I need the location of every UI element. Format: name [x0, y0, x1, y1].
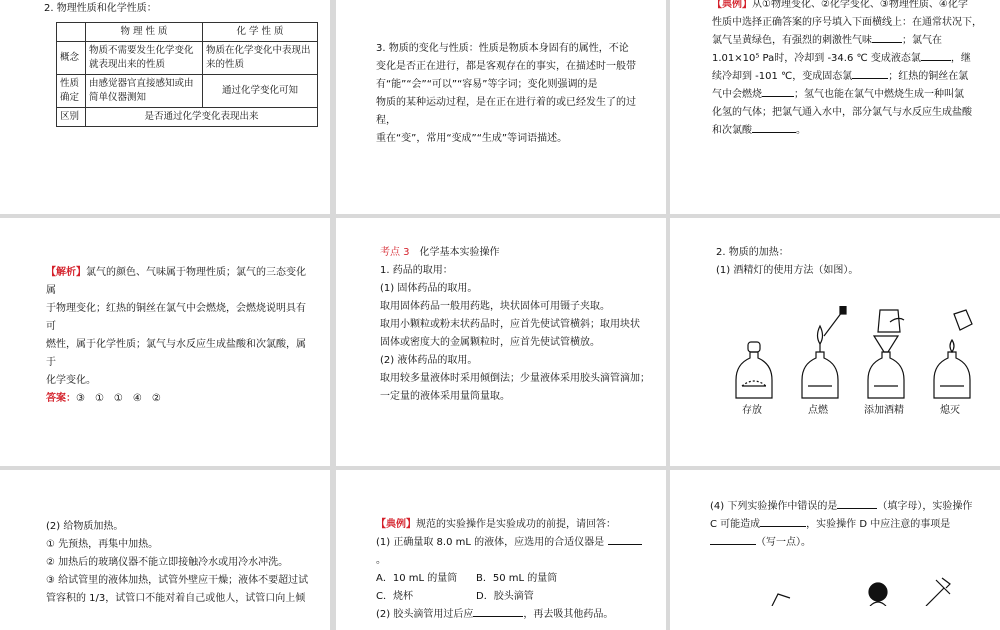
table-row: [57, 108, 318, 127]
question-line: (1) 正确量取 8.0 mL 的液体，应选用的合适仪器是。: [376, 534, 652, 570]
alcohol-lamp-figure: [728, 306, 998, 416]
text-line: 取用较多量液体时采用倾倒法；少量液体采用胶头滴管滴加；: [380, 373, 650, 384]
cell-physical: 物质不需要发生化学变化就表现出来的性质: [86, 42, 203, 75]
cell-physical: 由感觉器官直接感知或由简单仪器测知: [86, 75, 203, 108]
analysis-line: 于物理变化；红热的铜丝在氯气中会燃烧，会燃烧说明具有可: [46, 303, 306, 332]
slide-alcohol-lamp: [670, 218, 1000, 466]
slide7-text: [46, 518, 316, 608]
answer-blank[interactable]: [837, 498, 877, 509]
slide3-text: [712, 0, 986, 140]
row-label: 区别: [57, 108, 86, 127]
answer-blank[interactable]: [852, 68, 888, 79]
example-tag: 【典例】: [712, 0, 752, 10]
example-line: 气中会燃烧 ；氢气也能在氯气中燃烧生成一种叫氯: [712, 86, 986, 104]
heating-title: 2. 物质的加热：: [716, 247, 789, 258]
text-line: 重在“变”，常用“变成”“生成”等词语描述。: [376, 133, 568, 144]
text-line: 3. 物质的变化与性质：性质是物质本身固有的属性，不论: [376, 43, 629, 54]
point-tag: 考点 3: [380, 247, 410, 258]
answer-blank[interactable]: [608, 534, 642, 545]
lamp-stored-icon: [736, 342, 772, 398]
properties-table: [56, 22, 318, 127]
answer-blank[interactable]: [762, 86, 794, 97]
slide-analysis: [0, 218, 330, 466]
lamp-lighting-icon: [802, 306, 846, 398]
answer-blank[interactable]: [921, 50, 951, 61]
cell-chemical: 通过化学变化可知: [203, 75, 318, 108]
slide-example-chlorine: [670, 0, 1000, 214]
example-line: 化氢的气体；把氯气通入水中，部分氯气与水反应生成盐酸: [712, 107, 972, 118]
caption-refill: 添加酒精: [864, 405, 904, 416]
text-line: 变化是否正在进行，都是客观存在的事实，在描述时一般带: [376, 61, 636, 72]
table-header-empty: [57, 23, 86, 42]
slide-properties-table: [0, 0, 330, 214]
slide8-text: [376, 516, 652, 624]
tube-icon: [772, 594, 790, 606]
text-line: 物质的某种运动过程，是在正在进行着的或已经发生了的过程，: [376, 97, 636, 126]
table-row: [57, 75, 318, 108]
answer-blank[interactable]: [710, 534, 756, 545]
text-line: 有“能”“会”“可以”“容易”等字词；变化则强调的是: [376, 79, 598, 90]
row-label: 性质确定: [57, 75, 86, 108]
text-line: 取用小颗粒或粉末状药品时，应首先使试管横斜；取用块状: [380, 319, 640, 330]
answer-blank[interactable]: [760, 516, 806, 527]
caption-extinguish: 熄灭: [940, 405, 960, 416]
slide2-text: [376, 40, 646, 148]
example-line: 1.01×10⁵ Pa时，冷却到 -34.6 ℃ 变成液态氯 ，继: [712, 50, 986, 68]
option-d: D．胶头滴管: [476, 591, 534, 602]
question-line: 【典例】规范的实验操作是实验成功的前提，请回答：: [376, 519, 616, 530]
question-line: （写一点）。: [710, 534, 988, 552]
option-a: A．10 mL 的量筒: [376, 573, 458, 584]
slide-lab-operations: [336, 218, 666, 466]
slide-change-and-property: [336, 0, 666, 214]
example-line: 续冷却到 -101 ℃，变成固态氯 ；红热的铜丝在氯: [712, 68, 986, 86]
slide9-text: [710, 498, 988, 552]
text-line: ① 先预热，再集中加热。: [46, 539, 159, 550]
options-line: [376, 570, 652, 588]
question-line: (4) 下列实验操作中错误的是 （填字母），实验操作: [710, 498, 988, 516]
text-line: 1. 药品的取用：: [380, 265, 453, 276]
row-label: 概念: [57, 42, 86, 75]
table-row: [57, 42, 318, 75]
table-header-chemical: 化 学 性 质: [203, 23, 318, 42]
person-head-icon: [869, 583, 887, 601]
heating-subtitle: (1) 酒精灯的使用方法（如图）。: [716, 265, 859, 276]
slide4-text: [46, 264, 312, 408]
slide-example-errors: [670, 470, 1000, 630]
text-line: ③ 给试管里的液体加热，试管外壁应干燥；液体不要超过试: [46, 575, 309, 586]
slide-heating-rules: [0, 470, 330, 630]
caption-stored: 存放: [742, 405, 762, 416]
table-header-physical: 物 理 性 质: [86, 23, 203, 42]
cell-difference: 是否通过化学变化表现出来: [86, 108, 318, 127]
slide1-heading: 2. 物理性质和化学性质：: [44, 3, 157, 14]
analysis-line: 【解析】氯气的颜色、气味属于物理性质；氯气的三态变化属: [46, 267, 306, 296]
answer-label: 答案：: [46, 393, 76, 404]
clamp-icon: [936, 578, 950, 594]
lamp-extinguish-icon: [934, 310, 972, 398]
cell-chemical: 物质在化学变化中表现出来的性质: [203, 42, 318, 75]
example-line: 氯气呈黄绿色，有强烈的刺激性气味 ；氯气在: [712, 32, 986, 50]
example-tag: 【典例】: [376, 519, 416, 530]
slide-example-operations: [336, 470, 666, 630]
answer-blank[interactable]: [872, 32, 902, 43]
slide5-text: [380, 244, 652, 406]
question-line: (2) 胶头滴管用过后应 ，再去吸其他药品。: [376, 606, 652, 624]
point-title: 化学基本实验操作: [419, 247, 500, 258]
answer-blank[interactable]: [752, 122, 796, 133]
text-line: (1) 固体药品的取用。: [380, 283, 478, 294]
answer-values: ③ ① ① ④ ②: [76, 393, 161, 404]
answer-line: [46, 390, 312, 408]
question-line: C 可能造成 ，实验操作 D 中应注意的事项是: [710, 516, 988, 534]
lamp-refill-icon: [868, 310, 904, 398]
text-line: 取用固体药品一般用药匙，块状固体可用镊子夹取。: [380, 301, 610, 312]
text-line: ② 加热后的玻璃仪器不能立即接触冷水或用冷水冲洗。: [46, 557, 289, 568]
analysis-line: 化学变化。: [46, 375, 96, 386]
answer-blank[interactable]: [473, 606, 523, 617]
option-c: C．烧杯: [376, 591, 413, 602]
text-line: 管容积的 1/3，试管口不能对着自己或他人，试管口向上倾: [46, 593, 306, 604]
options-line: [376, 588, 652, 606]
option-b: B．50 mL 的量筒: [476, 573, 558, 584]
analysis-line: 燃性，属于化学性质；氯气与水反应生成盐酸和次氯酸，属于: [46, 339, 306, 368]
caption-light: 点燃: [808, 405, 828, 416]
analysis-tag: 【解析】: [46, 267, 86, 278]
text-line: (2) 给物质加热。: [46, 521, 124, 532]
table-header-row: [57, 23, 318, 42]
text-line: 固体或密度大的金属颗粒时，应首先使试管横放。: [380, 337, 600, 348]
example-line: 【典例】从①物理变化、②化学变化、③物理性质、④化学: [712, 0, 968, 10]
example-line: 性质中选择正确答案的序号填入下面横线上：在通常状况下，: [712, 17, 982, 28]
operations-figure: [766, 576, 976, 606]
text-line: (2) 液体药品的取用。: [380, 355, 478, 366]
slide6-text: [716, 244, 976, 280]
point-heading: [380, 244, 652, 262]
example-line: 和次氯酸 。: [712, 122, 986, 140]
text-line: 一定量的液体采用量筒量取。: [380, 391, 510, 402]
